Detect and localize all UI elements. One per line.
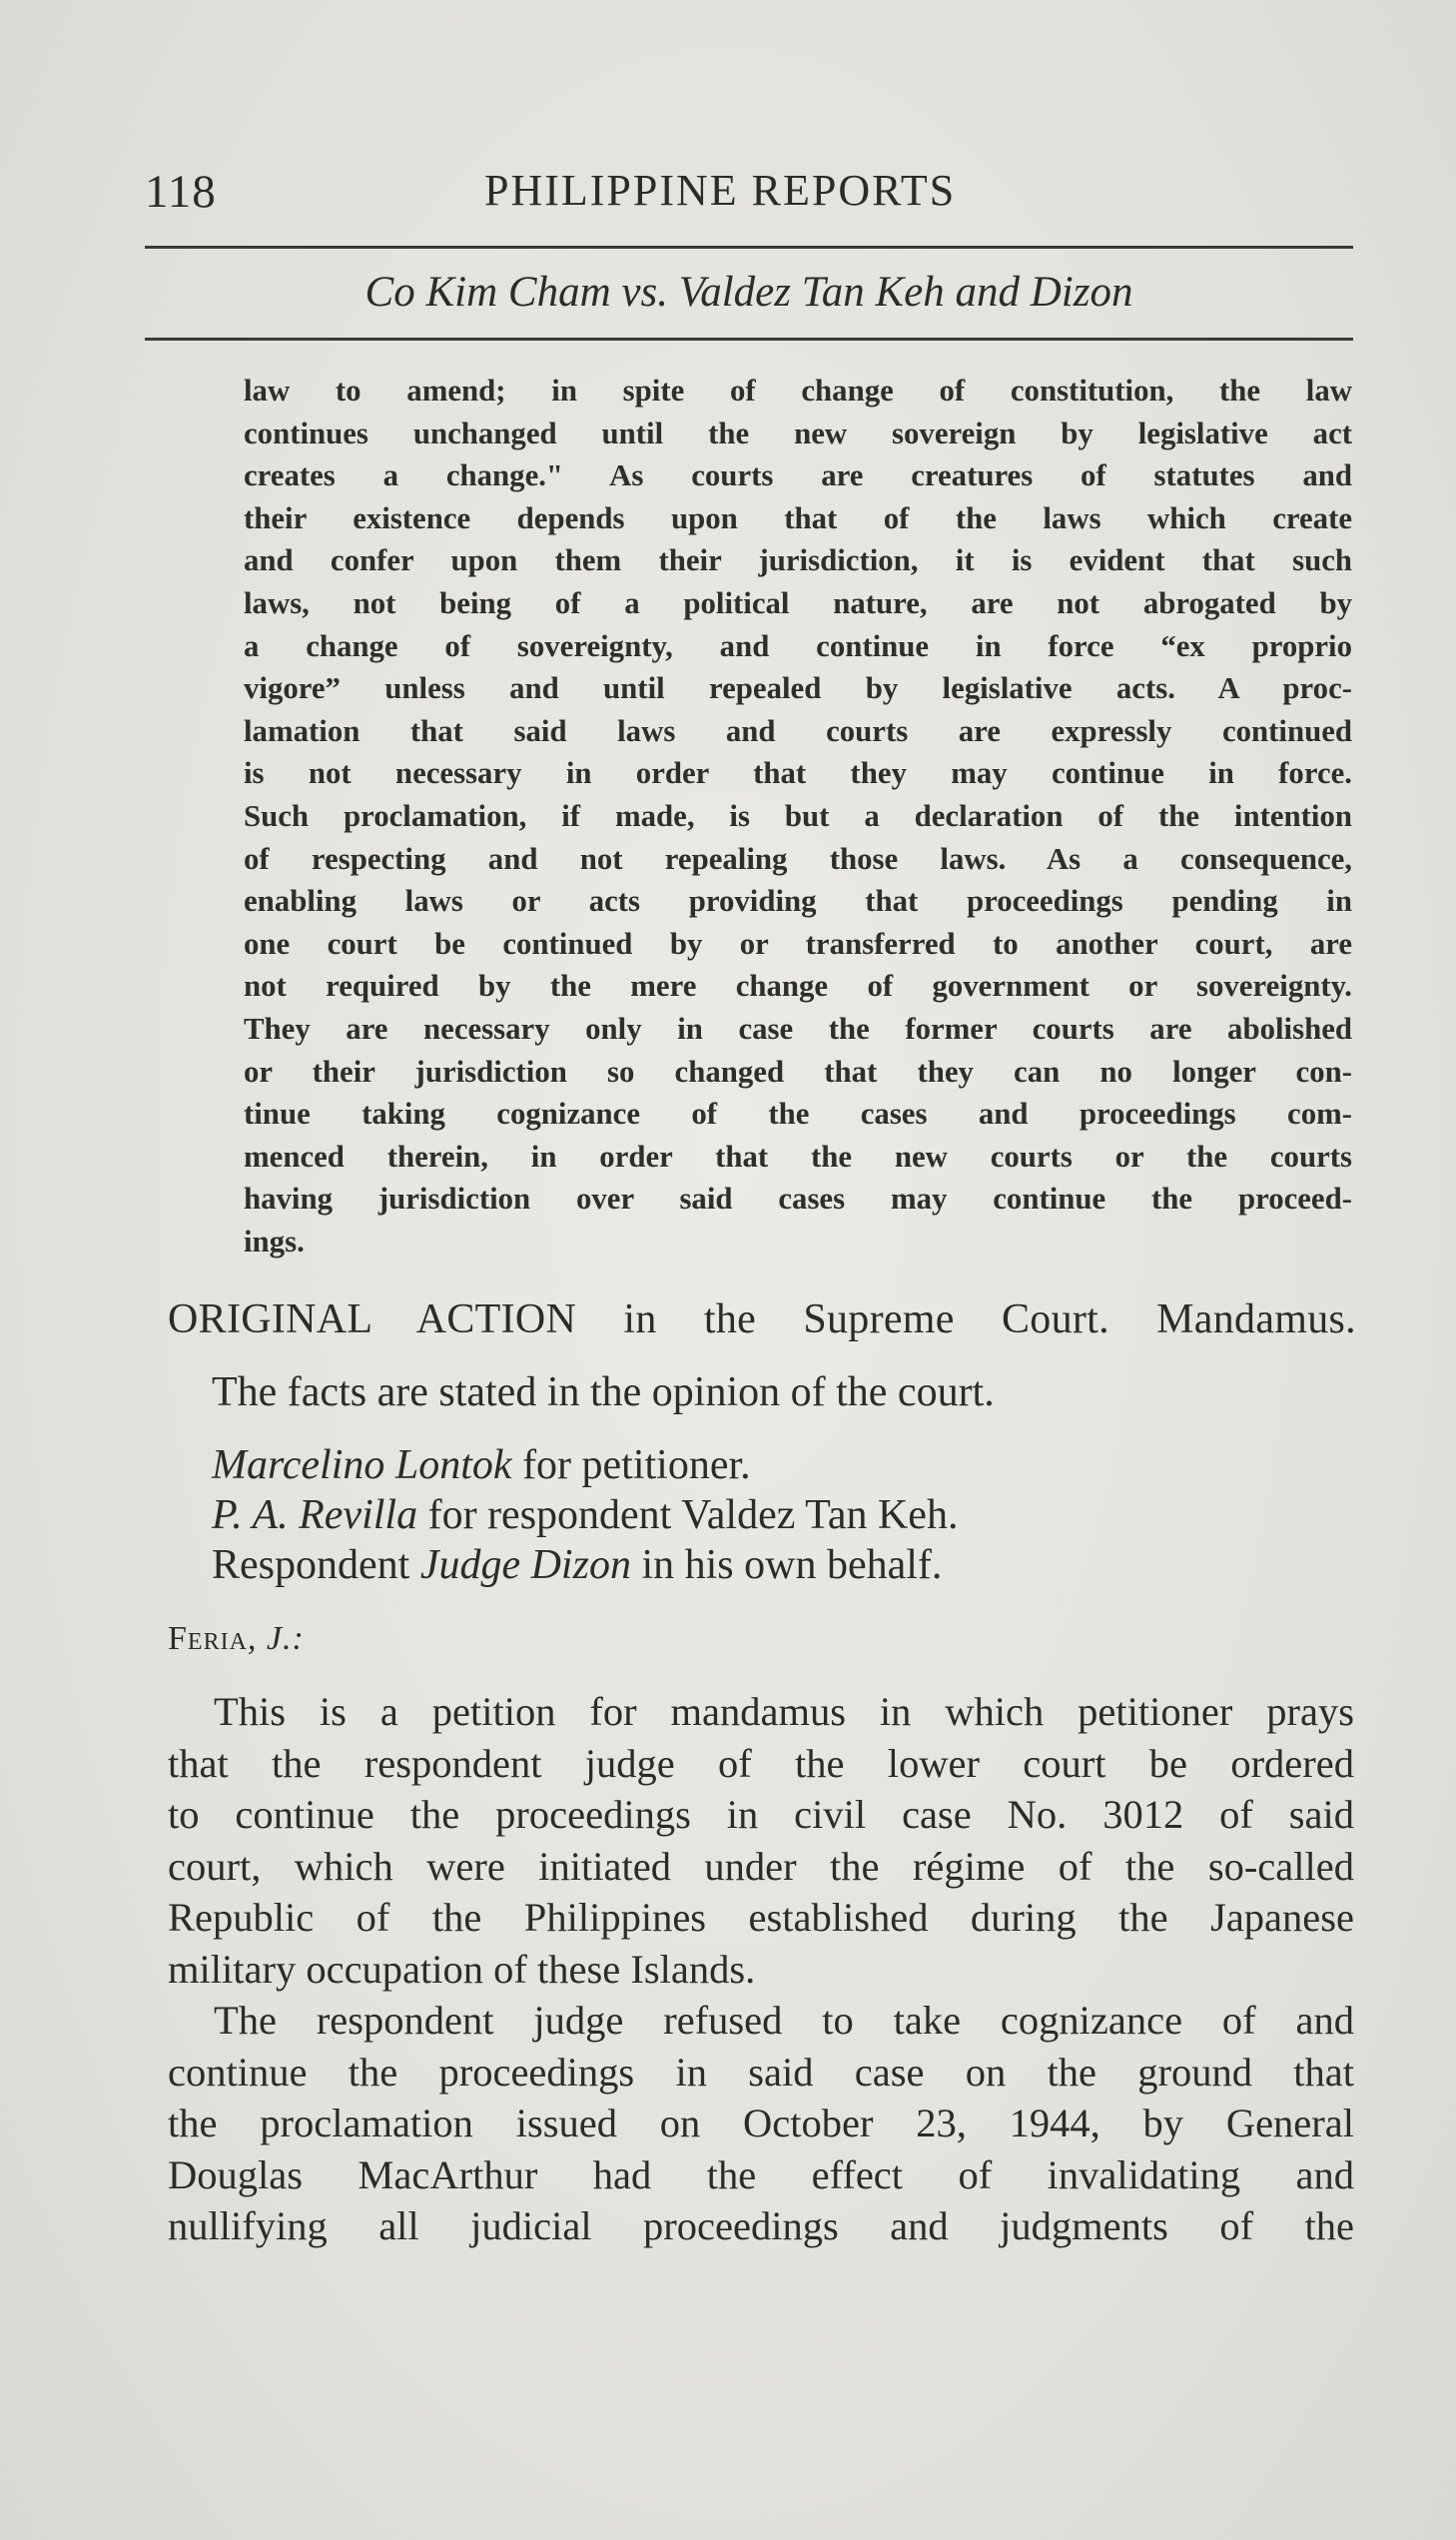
headnote-line: tinue taking cognizance of the cases and proceedings com- xyxy=(244,1097,1352,1132)
headnote-line: ings. xyxy=(244,1224,305,1259)
headnote-line: law to amend; in spite of change of constitution, the law xyxy=(244,374,1352,408)
headnote-line: enabling laws or acts providing that proceedings pending in xyxy=(244,884,1352,919)
header-rule-top xyxy=(145,246,1353,249)
opinion-line: Douglas MacArthur had the effect of invalidating and xyxy=(168,2151,1354,2197)
headnote-line: one court be continued by or transferred to another court, are xyxy=(244,926,1352,961)
headnote xyxy=(244,370,1352,1263)
original-action-line: ORIGINAL ACTION in the Supreme Court. Mandamus. xyxy=(168,1296,1356,1342)
opinion-line: court, which were initiated under the régime of the so-called xyxy=(168,1843,1354,1889)
opinion-line: military occupation of these Islands. xyxy=(168,1946,756,1992)
petitioner-counsel-role: for petitioner. xyxy=(511,1442,751,1488)
opinion-text xyxy=(168,1686,1354,2252)
respondent-counsel-role: for respondent Valdez Tan Keh. xyxy=(417,1492,959,1538)
case-title: Co Kim Cham vs. Valdez Tan Keh and Dizon xyxy=(364,269,1133,316)
opinion-line: This is a petition for mandamus in which petitioner prays xyxy=(214,1689,1354,1734)
headnote-line: having jurisdiction over said cases may continue the proceed- xyxy=(244,1182,1352,1217)
headnote-line: menced therein, in order that the new courts or the courts xyxy=(244,1139,1352,1174)
ponente-suffix: , J.: xyxy=(247,1620,305,1657)
opinion-line: nullifying all judicial proceedings and judgments of the xyxy=(168,2203,1354,2248)
opinion-line: the proclamation issued on October 23, 1944, by General xyxy=(168,2101,1354,2145)
opinion-line: that the respondent judge of the lower court be ordered xyxy=(168,1740,1354,1786)
opinion-line: continue the proceedings in said case on the ground that xyxy=(168,2049,1354,2095)
opinion-line: Republic of the Philippines established during the Japanese xyxy=(168,1895,1354,1940)
headnote-line: not required by the mere change of government or sovereignty. xyxy=(244,969,1352,1004)
headnote-line: vigore” unless and until repealed by legislative acts. A proc- xyxy=(244,671,1352,706)
counsel-petitioner xyxy=(212,1440,1400,1490)
counsel-block xyxy=(212,1440,1400,1590)
opinion-line: to continue the proceedings in civil case No. 3012 of said xyxy=(168,1792,1354,1837)
counsel-respondent xyxy=(212,1490,1400,1540)
headnote-line: continues unchanged until the new sovereign by legislative act xyxy=(244,416,1352,450)
headnote-line: of respecting and not repealing those laws. As a consequence, xyxy=(244,841,1352,876)
headnote-line: lamation that said laws and courts are expressly continued xyxy=(244,713,1352,748)
ponente-name: Feria xyxy=(168,1620,248,1657)
judge-suffix: in his own behalf. xyxy=(630,1542,943,1588)
counsel-judge xyxy=(212,1540,1400,1590)
page-number: 118 xyxy=(145,166,217,218)
judge-name: Judge Dizon xyxy=(419,1542,631,1588)
headnote-line: a change of sovereignty, and continue in force “ex proprio xyxy=(244,628,1352,663)
ponente xyxy=(168,1613,1356,1665)
headnote-line: their existence depends upon that of the laws which create xyxy=(244,500,1352,535)
headnote-line: Such proclamation, if made, is but a declaration of the intention xyxy=(244,798,1352,833)
petitioner-counsel-name: Marcelino Lontok xyxy=(212,1442,512,1488)
respondent-counsel-name: P. A. Revilla xyxy=(212,1492,418,1538)
opinion-line: The respondent judge refused to take cognizance of and xyxy=(214,1998,1354,2043)
running-head: PHILIPPINE REPORTS xyxy=(484,166,957,215)
headnote-line: and confer upon them their jurisdiction, it is evident that such xyxy=(244,543,1352,578)
judge-prefix: Respondent xyxy=(212,1542,420,1588)
headnote-line: creates a change." As courts are creatures of statutes and xyxy=(244,458,1352,493)
header-rule-bottom xyxy=(145,338,1353,341)
headnote-line: laws, not being of a political nature, are not abrogated by xyxy=(244,585,1352,620)
facts-statement: The facts are stated in the opinion of the court. xyxy=(212,1369,995,1415)
page-header xyxy=(145,165,1353,235)
headnote-line: They are necessary only in case the former courts are abolished xyxy=(244,1011,1352,1046)
headnote-line: is not necessary in order that they may continue in force. xyxy=(244,756,1352,791)
headnote-line: or their jurisdiction so changed that they can no longer con- xyxy=(244,1054,1352,1089)
